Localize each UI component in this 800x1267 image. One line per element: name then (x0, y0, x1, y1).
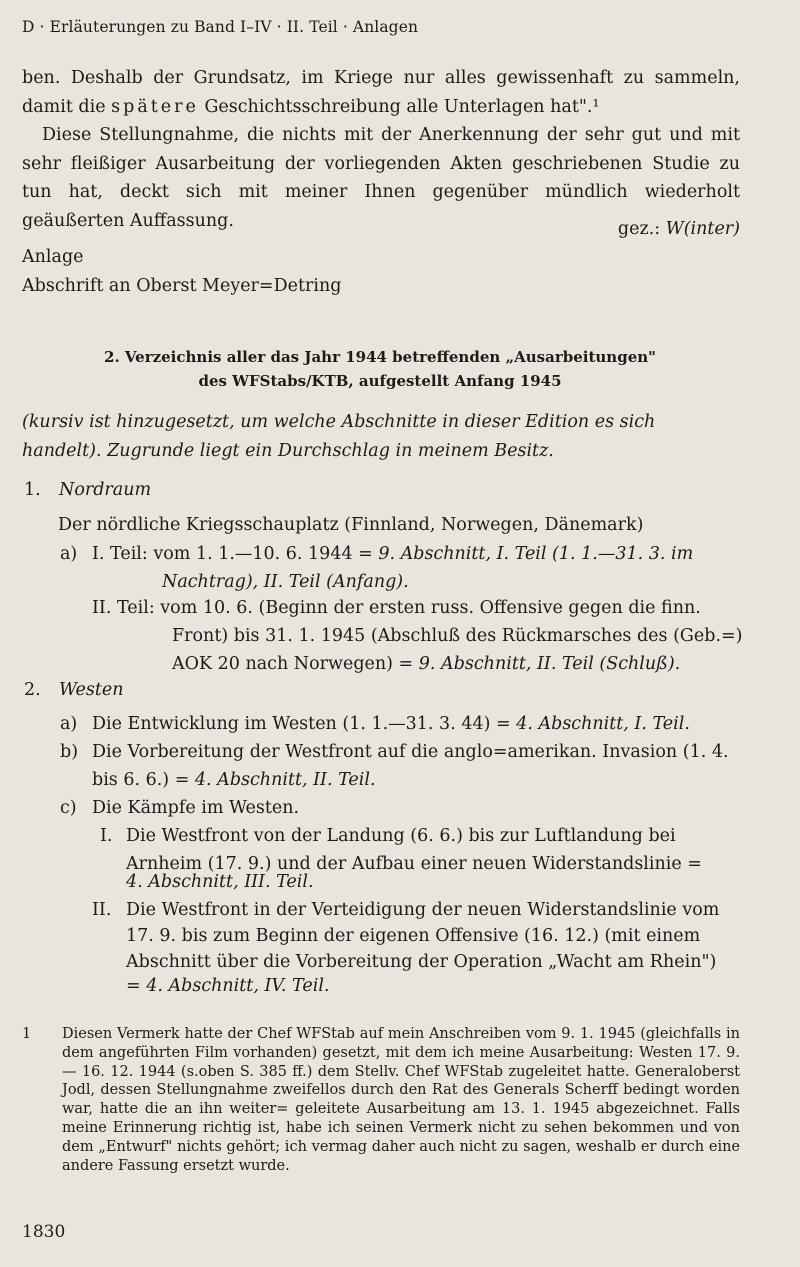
running-header: D · Erläuterungen zu Band I–IV · II. Teil · Anlagen (22, 18, 419, 36)
item-1b-line3 (172, 650, 680, 679)
item-2a-label: a) (60, 714, 78, 734)
item-2c-I-line3: 4. Abschnitt, III. Teil. (126, 872, 314, 892)
item-2c-II-line1: Die Westfront in der Verteidigung der neuen Widerstandslinie vom (126, 900, 720, 920)
item-1a-label: a) (60, 544, 78, 564)
footnote (22, 1025, 740, 1175)
paragraph1-end: Geschichtsschreibung alle Unterlagen hat".¹ (198, 96, 600, 117)
item-2c-text: Die Kämpfe im Westen. (92, 798, 300, 818)
signature-prefix: gez.: (617, 219, 666, 239)
heading-line-2: des WFStabs/KTB, aufgestellt Anfang 1945 (198, 372, 562, 390)
paragraph1-text: ben. Deshalb der Grundsatz, im Kriege nur alles gewissenhaft zu sammeln, damit die (22, 68, 740, 117)
item-2b-line1: Die Vorbereitung der Westfront auf die anglo=amerikan. Invasion (1. 4. (92, 742, 729, 762)
signature-name: W(inter) (665, 219, 740, 239)
footnote-text: Diesen Vermerk hatte der Chef WFStab auf mein Anschreiben vom 9. 1. 1945 (gleichfalls in dem angeführten Film vorhanden) gesetzt, mit dem ich meine Ausarbeitung: Westen 17. 9. — 16. 12. 1944 (s.oben S. 385 ff.) dem Stellv. Chef WFStab zugeleitet hatte. Generaloberst Jodl, dessen Stellungnahme zweifellos durch den Rat des Generals Scherff bedingt worden war, hatte die an ihn weiter= geleitete Ausarbeitung am 13. 1. 1945 abgezeichnet. Falls meine Erinnerung richtig ist, habe ich seinen Vermerk nicht zu sehen bekommen und von dem „Entwurf" nichts gehört; ich vermag daher auch nicht zu sagen, weshalb er durch eine andere Fassung ersetzt wurde. (62, 1026, 740, 1174)
item-2c-II-line4 (126, 972, 330, 1001)
paragraph-stellungnahme: Diese Stellungnahme, die nichts mit der Anerkennung der sehr gut und mit sehr fleißiger Ausarbeitung der vorliegenden Akten geschriebenen Studie zu tun hat, deckt sich mit meiner Ihnen gegenüber mündlich wiederholt geäußerten Auffassung. (22, 125, 740, 231)
item-2c-I-line1: Die Westfront von der Landung (6. 6.) bis zur Luftlandung bei (126, 826, 676, 846)
item-2c-I-label: I. (100, 826, 113, 846)
item-1b-line1: II. Teil: vom 10. 6. (Beginn der ersten russ. Offensive gegen die finn. (92, 598, 701, 618)
item-2c-II-line2: 17. 9. bis zum Beginn der eigenen Offensive (16. 12.) (mit einem (126, 926, 701, 946)
item-2c-label: c) (60, 798, 77, 818)
heading-line-1: 2. Verzeichnis aller das Jahr 1944 betreffenden „Ausarbeitungen" (104, 348, 656, 366)
page-number: 1830 (22, 1222, 66, 1242)
anlage-label: Anlage (22, 247, 84, 267)
item-1a-line2: Nachtrag), II. Teil (Anfang). (162, 572, 409, 592)
section-heading (60, 345, 700, 393)
item-2c-II-line4-italic: 4. Abschnitt, IV. Teil. (146, 976, 330, 996)
item-2a-italic: 4. Abschnitt, I. Teil. (516, 714, 690, 734)
item-2c-I-line2: Arnheim (17. 9.) und der Aufbau einer neuen Widerstandslinie = (126, 854, 702, 874)
item-2c-II-label: II. (92, 900, 112, 920)
footnote-marker: 1 (22, 1026, 32, 1042)
item-2b-line2-text: bis 6. 6.) = (92, 770, 195, 790)
item-2b-line2 (92, 766, 376, 795)
item-2a-text: Die Entwicklung im Westen (1. 1.—31. 3. 44) = (92, 714, 517, 734)
signature (618, 219, 740, 239)
section-1-name: Nordraum (59, 480, 152, 500)
section-2-number: 2. (24, 680, 41, 700)
item-2b-label: b) (60, 742, 79, 762)
item-1a-text: I. Teil: vom 1. 1.—10. 6. 1944 = (92, 544, 379, 564)
section-2-name: Westen (59, 680, 124, 700)
item-1a-line1 (92, 540, 693, 569)
item-2b-line2-italic: 4. Abschnitt, II. Teil. (194, 770, 376, 790)
item-1a-italic: 9. Abschnitt, I. Teil (1. 1.—31. 3. im (378, 544, 694, 564)
paragraph1-spaced-word: spätere (111, 96, 199, 117)
section-1-subtitle: Der nördliche Kriegsschauplatz (Finnland, Norwegen, Dänemark) (58, 515, 644, 535)
section-1-title (24, 480, 151, 500)
section-1-number: 1. (24, 480, 41, 500)
item-2c-II-line4-text: = (126, 976, 147, 996)
paragraph-continuation (22, 64, 740, 121)
item-2c-II-line3: Abschnitt über die Vorbereitung der Operation „Wacht am Rhein") (126, 952, 717, 972)
item-1b-line3-italic: 9. Abschnitt, II. Teil (Schluß). (418, 654, 681, 674)
intro-note: (kursiv ist hinzugesetzt, um welche Abschnitte in dieser Edition es sich handelt). Zugrunde liegt ein Durchschlag in meinem Besitz. (22, 412, 656, 461)
section-2-title (24, 680, 124, 700)
item-1b-line2: Front) bis 31. 1. 1945 (Abschluß des Rückmarsches des (Geb.=) (172, 626, 743, 646)
abschrift-line: Abschrift an Oberst Meyer=Detring (22, 276, 342, 296)
item-2a-line (92, 710, 690, 739)
item-1b-line3-text: AOK 20 nach Norwegen) = (172, 654, 419, 674)
